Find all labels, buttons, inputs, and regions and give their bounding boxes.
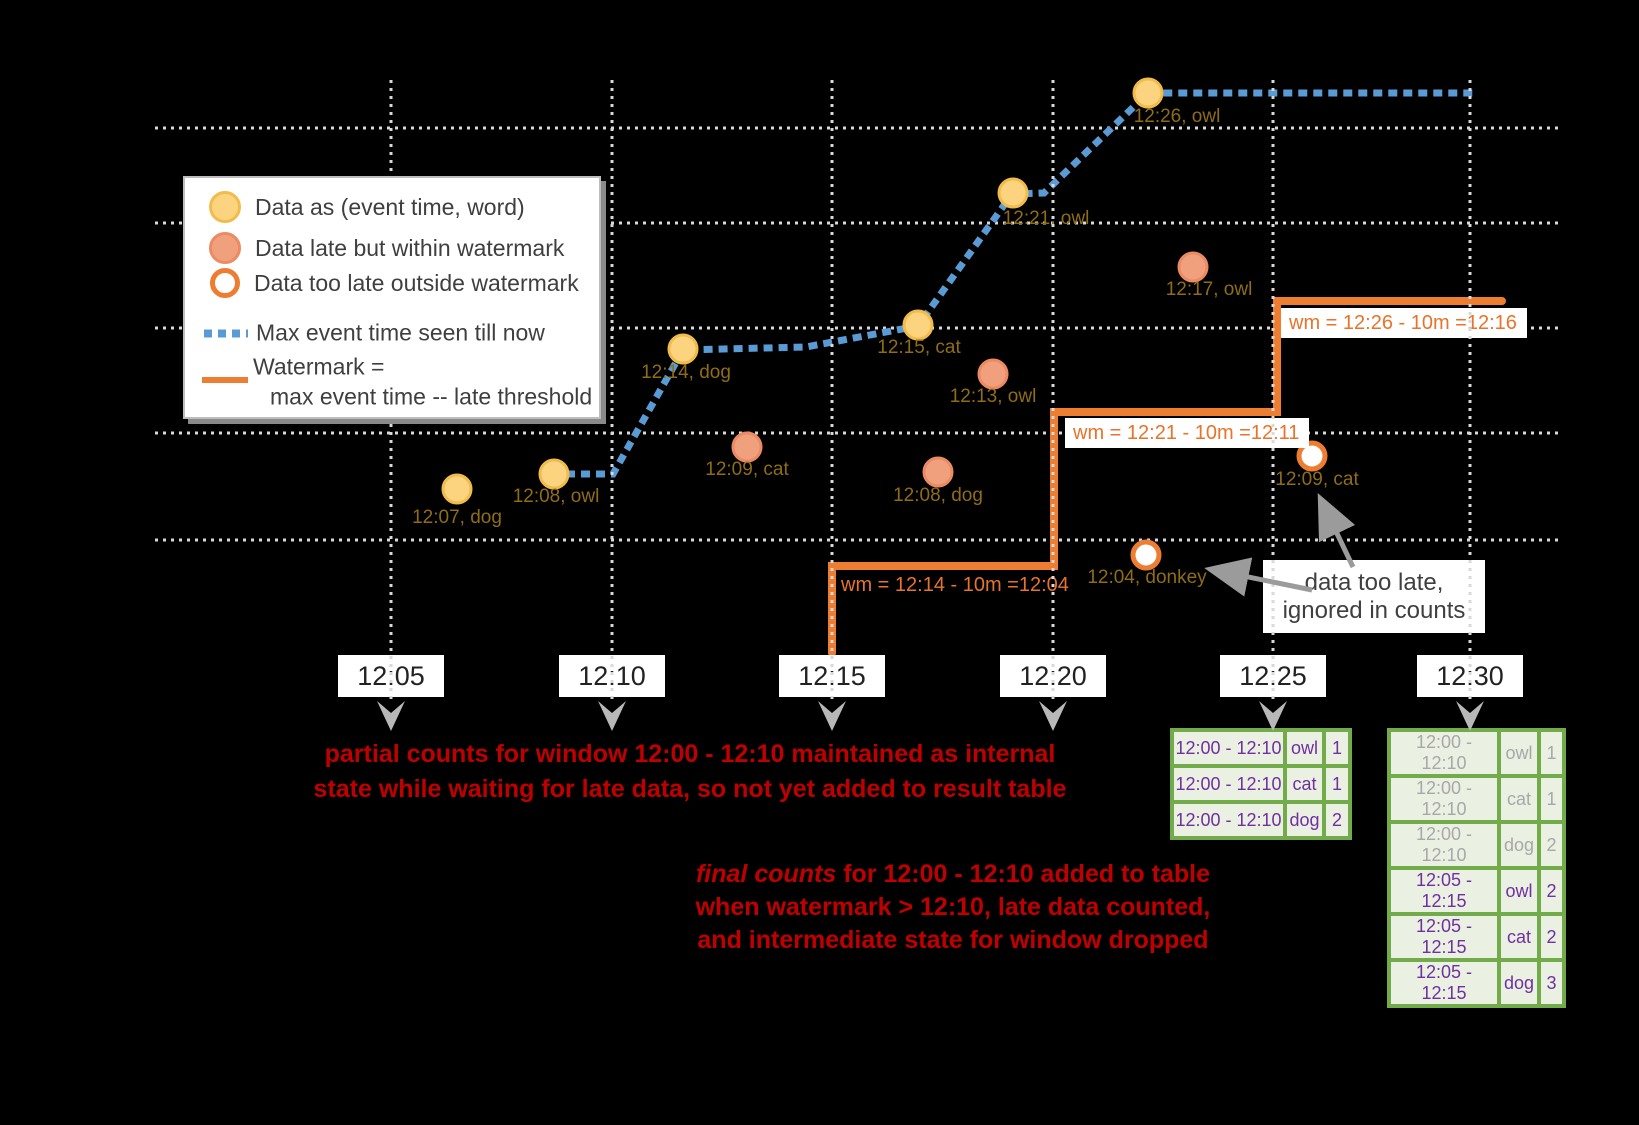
- result-cell-count: 1: [1326, 732, 1348, 764]
- data-point-label: 12:07, dog: [412, 507, 502, 528]
- result-cell-word: cat: [1501, 916, 1537, 958]
- result-cell-window: 12:05 - 12:15: [1391, 916, 1497, 958]
- legend-item-toolate: [210, 268, 579, 298]
- result-cell-count: 3: [1541, 962, 1562, 1004]
- data-point-label: 12:17, owl: [1165, 279, 1253, 300]
- time-tick-12-15: 12:15: [779, 655, 885, 697]
- legend-item-late: [209, 232, 564, 264]
- trigger-arrowhead: [818, 701, 846, 731]
- data-point-label: 12:15, cat: [877, 337, 961, 358]
- result-cell-window: 12:00 - 12:10: [1391, 824, 1497, 866]
- time-tick-12-05: 12:05: [338, 655, 444, 697]
- annotation-line: state while waiting for late data, so not yet added to result table: [313, 775, 1067, 803]
- legend-label: Max event time seen till now: [256, 319, 545, 346]
- data-point-label: 12:14, dog: [641, 362, 731, 383]
- annotation-line: and intermediate state for window dropped: [697, 926, 1209, 954]
- trigger-arrowhead: [1259, 701, 1287, 731]
- result-cell-window: 12:00 - 12:10: [1174, 732, 1283, 764]
- trigger-arrowhead: [377, 701, 405, 731]
- result-cell-window: 12:00 - 12:10: [1174, 804, 1283, 836]
- callout-arrow: [1214, 570, 1312, 590]
- time-tick-12-20: 12:20: [1000, 655, 1106, 697]
- annotation-text: for 12:00 - 12:10 added to table: [836, 860, 1210, 888]
- legend-label: Data as (event time, word): [255, 193, 525, 220]
- legend-label: Watermark =: [253, 353, 385, 380]
- time-tick-12-30: 12:30: [1417, 655, 1523, 697]
- callout-line: ignored in counts: [1282, 596, 1466, 624]
- result-cell-word: owl: [1287, 732, 1322, 764]
- data-point-label: 12:09, cat: [1275, 469, 1359, 490]
- time-tick-12-25: 12:25: [1220, 655, 1326, 697]
- result-cell-word: owl: [1501, 732, 1537, 774]
- data-point-label: 12:26, owl: [1133, 106, 1221, 127]
- late-dot-icon: [209, 232, 241, 264]
- result-cell-word: cat: [1501, 778, 1537, 820]
- callout-line: data too late,: [1304, 568, 1444, 596]
- legend-label: Data too late outside watermark: [254, 269, 579, 296]
- watermark-value-label: wm = 12:26 - 10m =12:16: [1281, 308, 1527, 338]
- legend-item-max-event-time: [204, 320, 545, 347]
- data-point-label: 12:04, donkey: [1087, 567, 1207, 588]
- watermark-value-label: wm = 12:14 - 10m =12:04: [841, 573, 1069, 596]
- result-cell-count: 2: [1541, 870, 1562, 912]
- result-cell-count: 2: [1541, 824, 1562, 866]
- data-point-label: 12:09, cat: [705, 459, 789, 480]
- result-cell-count: 1: [1541, 732, 1562, 774]
- time-tick-12-10: 12:10: [559, 655, 665, 697]
- watermark-value-label: wm = 12:21 - 10m =12:11: [1065, 418, 1309, 448]
- legend-item-watermark-line2: [270, 384, 592, 411]
- trigger-arrowhead: [1456, 701, 1484, 731]
- callout-arrow: [1322, 502, 1353, 567]
- final-counts-emphasis: final counts: [695, 860, 837, 888]
- result-cell-window: 12:05 - 12:15: [1391, 962, 1497, 1004]
- result-cell-count: 2: [1541, 916, 1562, 958]
- result-cell-window: 12:00 - 12:10: [1391, 732, 1497, 774]
- data-point-label: 12:08, owl: [512, 486, 600, 507]
- legend-label: Data late but within watermark: [255, 234, 565, 261]
- legend-label: max event time -- late threshold: [270, 383, 593, 410]
- orange-line-icon: [202, 377, 248, 383]
- trigger-arrowhead: [598, 701, 626, 731]
- annotation-line: when watermark > 12:10, late data counted,: [695, 893, 1211, 921]
- result-cell-word: dog: [1287, 804, 1322, 836]
- result-cell-word: dog: [1501, 962, 1537, 1004]
- result-cell-word: cat: [1287, 768, 1322, 800]
- trigger-arrowhead: [1039, 701, 1067, 731]
- annotation-line: partial counts for window 12:00 - 12:10 maintained as internal: [324, 740, 1056, 768]
- result-cell-word: owl: [1501, 870, 1537, 912]
- data-point-label: 12:21, owl: [1002, 208, 1090, 229]
- result-cell-window: 12:05 - 12:15: [1391, 870, 1497, 912]
- data-point-label: 12:13, owl: [949, 386, 1037, 407]
- result-cell-count: 2: [1326, 804, 1348, 836]
- blue-dashed-line-icon: [204, 329, 248, 337]
- legend-item-watermark: [253, 354, 384, 381]
- legend: [183, 176, 601, 419]
- toolate-circle-icon: [210, 268, 240, 298]
- result-cell-window: 12:00 - 12:10: [1174, 768, 1283, 800]
- data-point-label: 12:08, dog: [893, 485, 983, 506]
- result-cell-count: 1: [1541, 778, 1562, 820]
- result-cell-count: 1: [1326, 768, 1348, 800]
- result-cell-window: 12:00 - 12:10: [1391, 778, 1497, 820]
- legend-item-ontime: [209, 191, 525, 223]
- ontime-dot-icon: [209, 191, 241, 223]
- result-cell-word: dog: [1501, 824, 1537, 866]
